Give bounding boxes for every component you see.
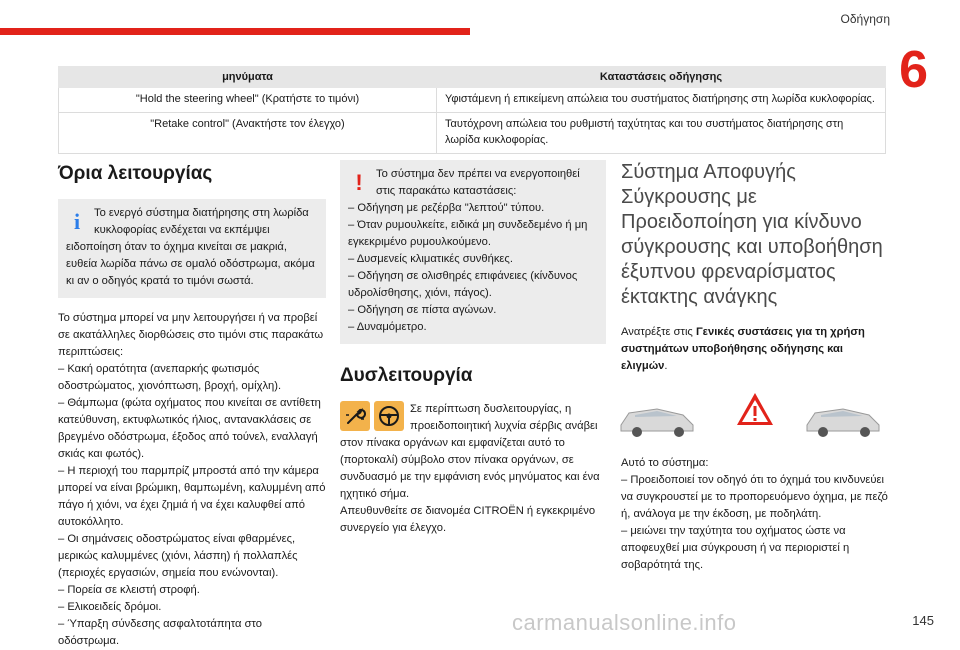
reference-suffix: . <box>664 360 668 373</box>
warning-triangle-icon <box>737 393 773 425</box>
column-operating-limits <box>58 160 326 650</box>
list-item: – Δυναμόμετρο. <box>348 321 427 334</box>
exclamation-warning-icon: ! <box>355 170 363 195</box>
list-item: – Οδήγηση σε ολισθηρές επιφάνειες (κίνδυνος υδρολίσθησης, χιόνι, πάγος). <box>348 270 578 300</box>
watermark: carmanualsonline.info <box>512 610 737 635</box>
list-item: – Οι σημάνσεις οδοστρώματος είναι φθαρμένες, μερικώς καλυμμένες (χιόνι, λάσπη) ή πολλαπλές (περιοχές εργασιών, σημεία που ενώνονται). <box>58 533 298 580</box>
limits-list <box>58 361 326 650</box>
list-item: – Η περιοχή του παρμπρίζ μπροστά από την κάμερα μπορεί να είναι βρώμικη, θαμπωμένη, καλυμμένη από πάγο ή χιόνι, να έχει ζημιά ή να έχει καλυφθεί από αυτοκόλλητο. <box>58 465 326 529</box>
list-item: – Ύπαρξη σύνδεσης ασφαλτοτάπητα στο οδόστρωμα. <box>58 618 262 648</box>
chapter-number: 6 <box>899 41 928 99</box>
table-header-row <box>59 67 886 88</box>
list-item: – Οδήγηση με ρεζέρβα "λεπτού" τύπου. <box>348 202 545 215</box>
column-collision-avoidance <box>621 160 889 574</box>
malfunction-icons <box>340 401 404 431</box>
info-text: Το ενεργό σύστημα διατήρησης στη λωρίδα κυκλοφορίας ενδέχεται να εκπέμψει ειδοποίηση όταν το όχημα κινείται σε μακριά, ευθεία λωρίδα πάνω σε ομαλό οδόστρωμα, ακόμα κι αν ο οδηγός κρατά το τιμόνι σωστά. <box>66 206 315 287</box>
list-item: – Δυσμενείς κλιματικές συνθήκες. <box>348 253 513 266</box>
table-row <box>59 112 886 153</box>
page-number: 145 <box>912 613 934 628</box>
list-item: – Κακή ορατότητα (ανεπαρκής φωτισμός οδοστρώματος, χιονόπτωση, βροχή, ομίχλη). <box>58 363 282 393</box>
reference-link: Γενικές συστάσεις για τη χρήση συστημάτων υποβοήθησης οδήγησης και ελιγμών <box>621 326 865 373</box>
service-wrench-icon <box>340 401 370 431</box>
malfunction-contact: Απευθυνθείτε σε διανομέα CITROËN ή εγκεκριμένο συνεργείο για έλεγχο. <box>340 505 596 535</box>
table-header-messages: μηνύματα <box>59 67 437 88</box>
warning-box <box>340 160 606 344</box>
collision-heading: Σύστημα Αποφυγής Σύγκρουσης με Προειδοποίηση για κίνδυνο σύγκρουσης και υποβοήθηση έξυπνου φρεναρίσματος έκτακτης ανάγκης <box>621 161 883 308</box>
malfunction-heading: Δυσλειτουργία <box>340 365 473 387</box>
table-cell-message: "Retake control" (Ανακτήστε τον έλεγχο) <box>59 112 437 153</box>
header-red-bar <box>0 28 470 35</box>
system-intro: Αυτό το σύστημα: <box>621 457 709 470</box>
steering-wheel-warning-icon <box>374 401 404 431</box>
table-row <box>59 88 886 113</box>
info-box <box>58 199 326 298</box>
front-car-icon <box>807 409 879 437</box>
list-item: – Πορεία σε κλειστή στροφή. <box>58 584 200 597</box>
list-item: – Όταν ρυμουλκείτε, ειδικά μη συνδεδεμένο ή μη εγκεκριμένο ρυμουλκούμενο. <box>348 219 588 249</box>
info-icon: i <box>73 208 81 234</box>
warning-text: Το σύστημα δεν πρέπει να ενεργοποιηθεί στις παρακάτω καταστάσεις: <box>376 168 580 198</box>
malfunction-section <box>340 362 606 537</box>
warning-list <box>348 200 598 336</box>
column-warning-malfunction <box>340 160 606 537</box>
malfunction-text: Σε περίπτωση δυσλειτουργίας, η προειδοποιητική λυχνία σέρβις ανάβει στον πίνακα οργάνων και εμφανίζεται αυτό το (πορτοκαλί) σύμβολο στον πίνακα οργάνων, σε συνδυασμό με την εμφάνιση ενός μηνύματος και ένα ηχητικό σήμα. <box>340 403 600 501</box>
system-list <box>621 472 889 574</box>
table-cell-situation: Υφιστάμενη ή επικείμενη απώλεια του συστήματος διατήρησης στη λωρίδα κυκλοφορίας. <box>437 88 886 113</box>
operating-limits-heading: Όρια λειτουργίας <box>58 163 213 184</box>
list-item: – Οδήγηση σε πίστα αγώνων. <box>348 304 497 317</box>
table-cell-message: "Hold the steering wheel" (Κρατήστε το τιμόνι) <box>59 88 437 113</box>
table-cell-situation: Ταυτόχρονη απώλεια του ρυθμιστή ταχύτητας και του συστήματος διατήρησης στη λωρίδα κυκλοφορίας. <box>437 112 886 153</box>
rear-car-icon <box>621 409 693 437</box>
reference-text <box>621 324 889 375</box>
messages-table <box>58 66 886 154</box>
list-item: – Θάμπωμα (φώτα οχήματος που κινείται σε αντίθετη κατεύθυνση, εκτυφλωτικός ήλιος, αντανακλάσεις σε βρεγμένο οδόστρωμα, έξοδος από τούνελ, εναλλαγή σκιάς και φωτός). <box>58 397 321 461</box>
collision-illustration <box>621 389 889 441</box>
list-item: – Ελικοειδείς δρόμοι. <box>58 601 162 614</box>
table-header-situations: Καταστάσεις οδήγησης <box>437 67 886 88</box>
list-item: – μειώνει την ταχύτητα του οχήματος ώστε να αποφευχθεί μια σύγκρουση ή να περιοριστεί η σοβαρότητά της. <box>621 525 850 572</box>
section-title: Οδήγηση <box>840 12 890 26</box>
limits-intro: Το σύστημα μπορεί να μην λειτουργήσει ή να προβεί σε ακατάλληλες διορθώσεις στο τιμόνι στις παρακάτω περιπτώσεις: <box>58 311 324 358</box>
list-item: – Προειδοποιεί τον οδηγό ότι το όχημά του κινδυνεύει να συγκρουστεί με το προπορευόμενο όχημα, με πεζό ή, ανάλογα με την έκδοση, με ποδηλάτη. <box>621 474 888 521</box>
reference-prefix: Ανατρέξτε στις <box>621 326 696 338</box>
